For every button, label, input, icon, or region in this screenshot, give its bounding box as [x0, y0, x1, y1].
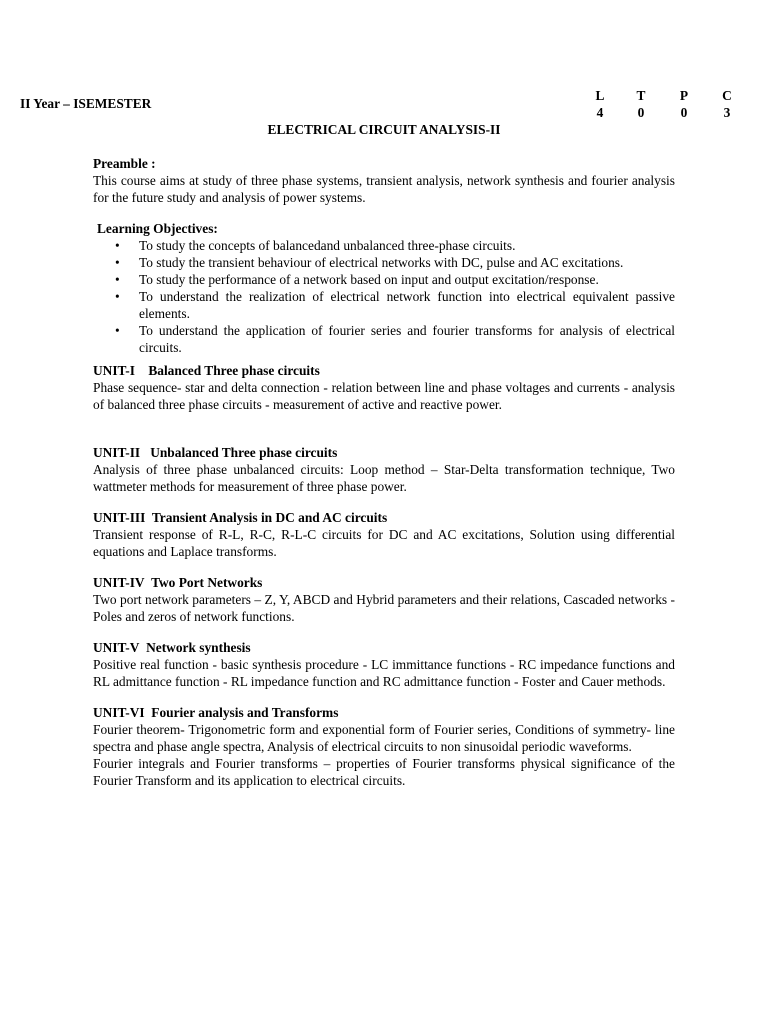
course-title: ELECTRICAL CIRCUIT ANALYSIS-II: [267, 122, 501, 137]
syllabus-content: [93, 155, 675, 789]
unit-heading: [93, 639, 675, 656]
objectives-heading: Learning Objectives:: [97, 221, 218, 236]
unit-heading: [93, 704, 675, 721]
objective-item: • To study the concepts of balancedand unbalanced three-phase circuits.: [93, 237, 675, 254]
ltpc-p: [674, 87, 694, 121]
preamble-text: This course aims at study of three phase systems, transient analysis, network synthesis and fourier analysis for the future study and analysis of power systems.: [93, 173, 675, 205]
ltpc-label: L: [595, 88, 605, 103]
year-semester: II Year – ISEMESTER: [20, 96, 152, 111]
unit-title: Unbalanced Three phase circuits: [150, 445, 338, 460]
unit-heading: [93, 444, 675, 461]
unit-title: Fourier analysis and Transforms: [151, 705, 339, 720]
unit-title: Network synthesis: [146, 640, 251, 655]
unit-text: Positive real function - basic synthesis procedure - LC immittance functions - RC impedance functions and RL admittance function - RL impedance function and RC admittance function - Foster and Cauer methods.: [93, 657, 675, 689]
unit-label: UNIT-V: [93, 640, 140, 655]
objective-item: • To study the transient behaviour of electrical networks with DC, pulse and AC excitations.: [93, 254, 675, 271]
unit-label: UNIT-I: [93, 363, 135, 378]
unit-label: UNIT-II: [93, 445, 141, 460]
unit-label: UNIT-VI: [93, 705, 145, 720]
unit-title: Balanced Three phase circuits: [148, 363, 320, 378]
ltpc-value: 0: [637, 105, 645, 120]
unit-heading: [93, 509, 675, 526]
ltpc-value: 0: [680, 105, 688, 120]
unit-text: Analysis of three phase unbalanced circuits: Loop method – Star-Delta transformation technique, Two wattmeter methods for measurement of three phase power.: [93, 462, 675, 494]
objectives-list: [93, 237, 675, 356]
unit-text: Two port network parameters – Z, Y, ABCD and Hybrid parameters and their relations, Cascaded networks - Poles and zeros of network functions.: [93, 592, 675, 624]
ltpc-t: [631, 87, 651, 121]
ltpc-c: [717, 87, 737, 121]
unit-text: Phase sequence- star and delta connection - relation between line and phase voltages and currents - analysis of balanced three phase circuits - measurement of active and reactive power.: [93, 380, 675, 412]
unit-title: Transient Analysis in DC and AC circuits: [151, 510, 388, 525]
unit-label: UNIT-III: [93, 510, 146, 525]
objective-item: • To understand the realization of electrical network function into electrical equivalent passive elements.: [93, 288, 675, 322]
ltpc-value: 4: [596, 105, 604, 120]
objective-item: • To understand the application of fourier series and fourier transforms for analysis of electrical circuits.: [93, 322, 675, 356]
unit-text: Fourier integrals and Fourier transforms – properties of Fourier transforms physical significance of the Fourier Transform and its application to electrical circuits.: [93, 756, 675, 788]
unit-heading: [93, 574, 675, 591]
unit-title: Two Port Networks: [151, 575, 263, 590]
ltpc-label: C: [722, 88, 732, 103]
preamble-heading: Preamble :: [93, 156, 156, 171]
unit-heading: [93, 362, 675, 379]
ltpc-value: 3: [723, 105, 731, 120]
unit-text: Fourier theorem- Trigonometric form and exponential form of Fourier series, Conditions of symmetry- line spectra and phase angle spectra, Analysis of electrical circuits to non sinusoidal periodic waveforms.: [93, 722, 675, 754]
ltpc-label: P: [679, 88, 689, 103]
ltpc-label: T: [636, 88, 646, 103]
ltpc-l: [590, 87, 610, 121]
unit-label: UNIT-IV: [93, 575, 145, 590]
unit-text: Transient response of R-L, R-C, R-L-C circuits for DC and AC excitations, Solution using differential equations and Laplace transforms.: [93, 527, 675, 559]
objective-item: • To study the performance of a network based on input and output excitation/response.: [93, 271, 675, 288]
